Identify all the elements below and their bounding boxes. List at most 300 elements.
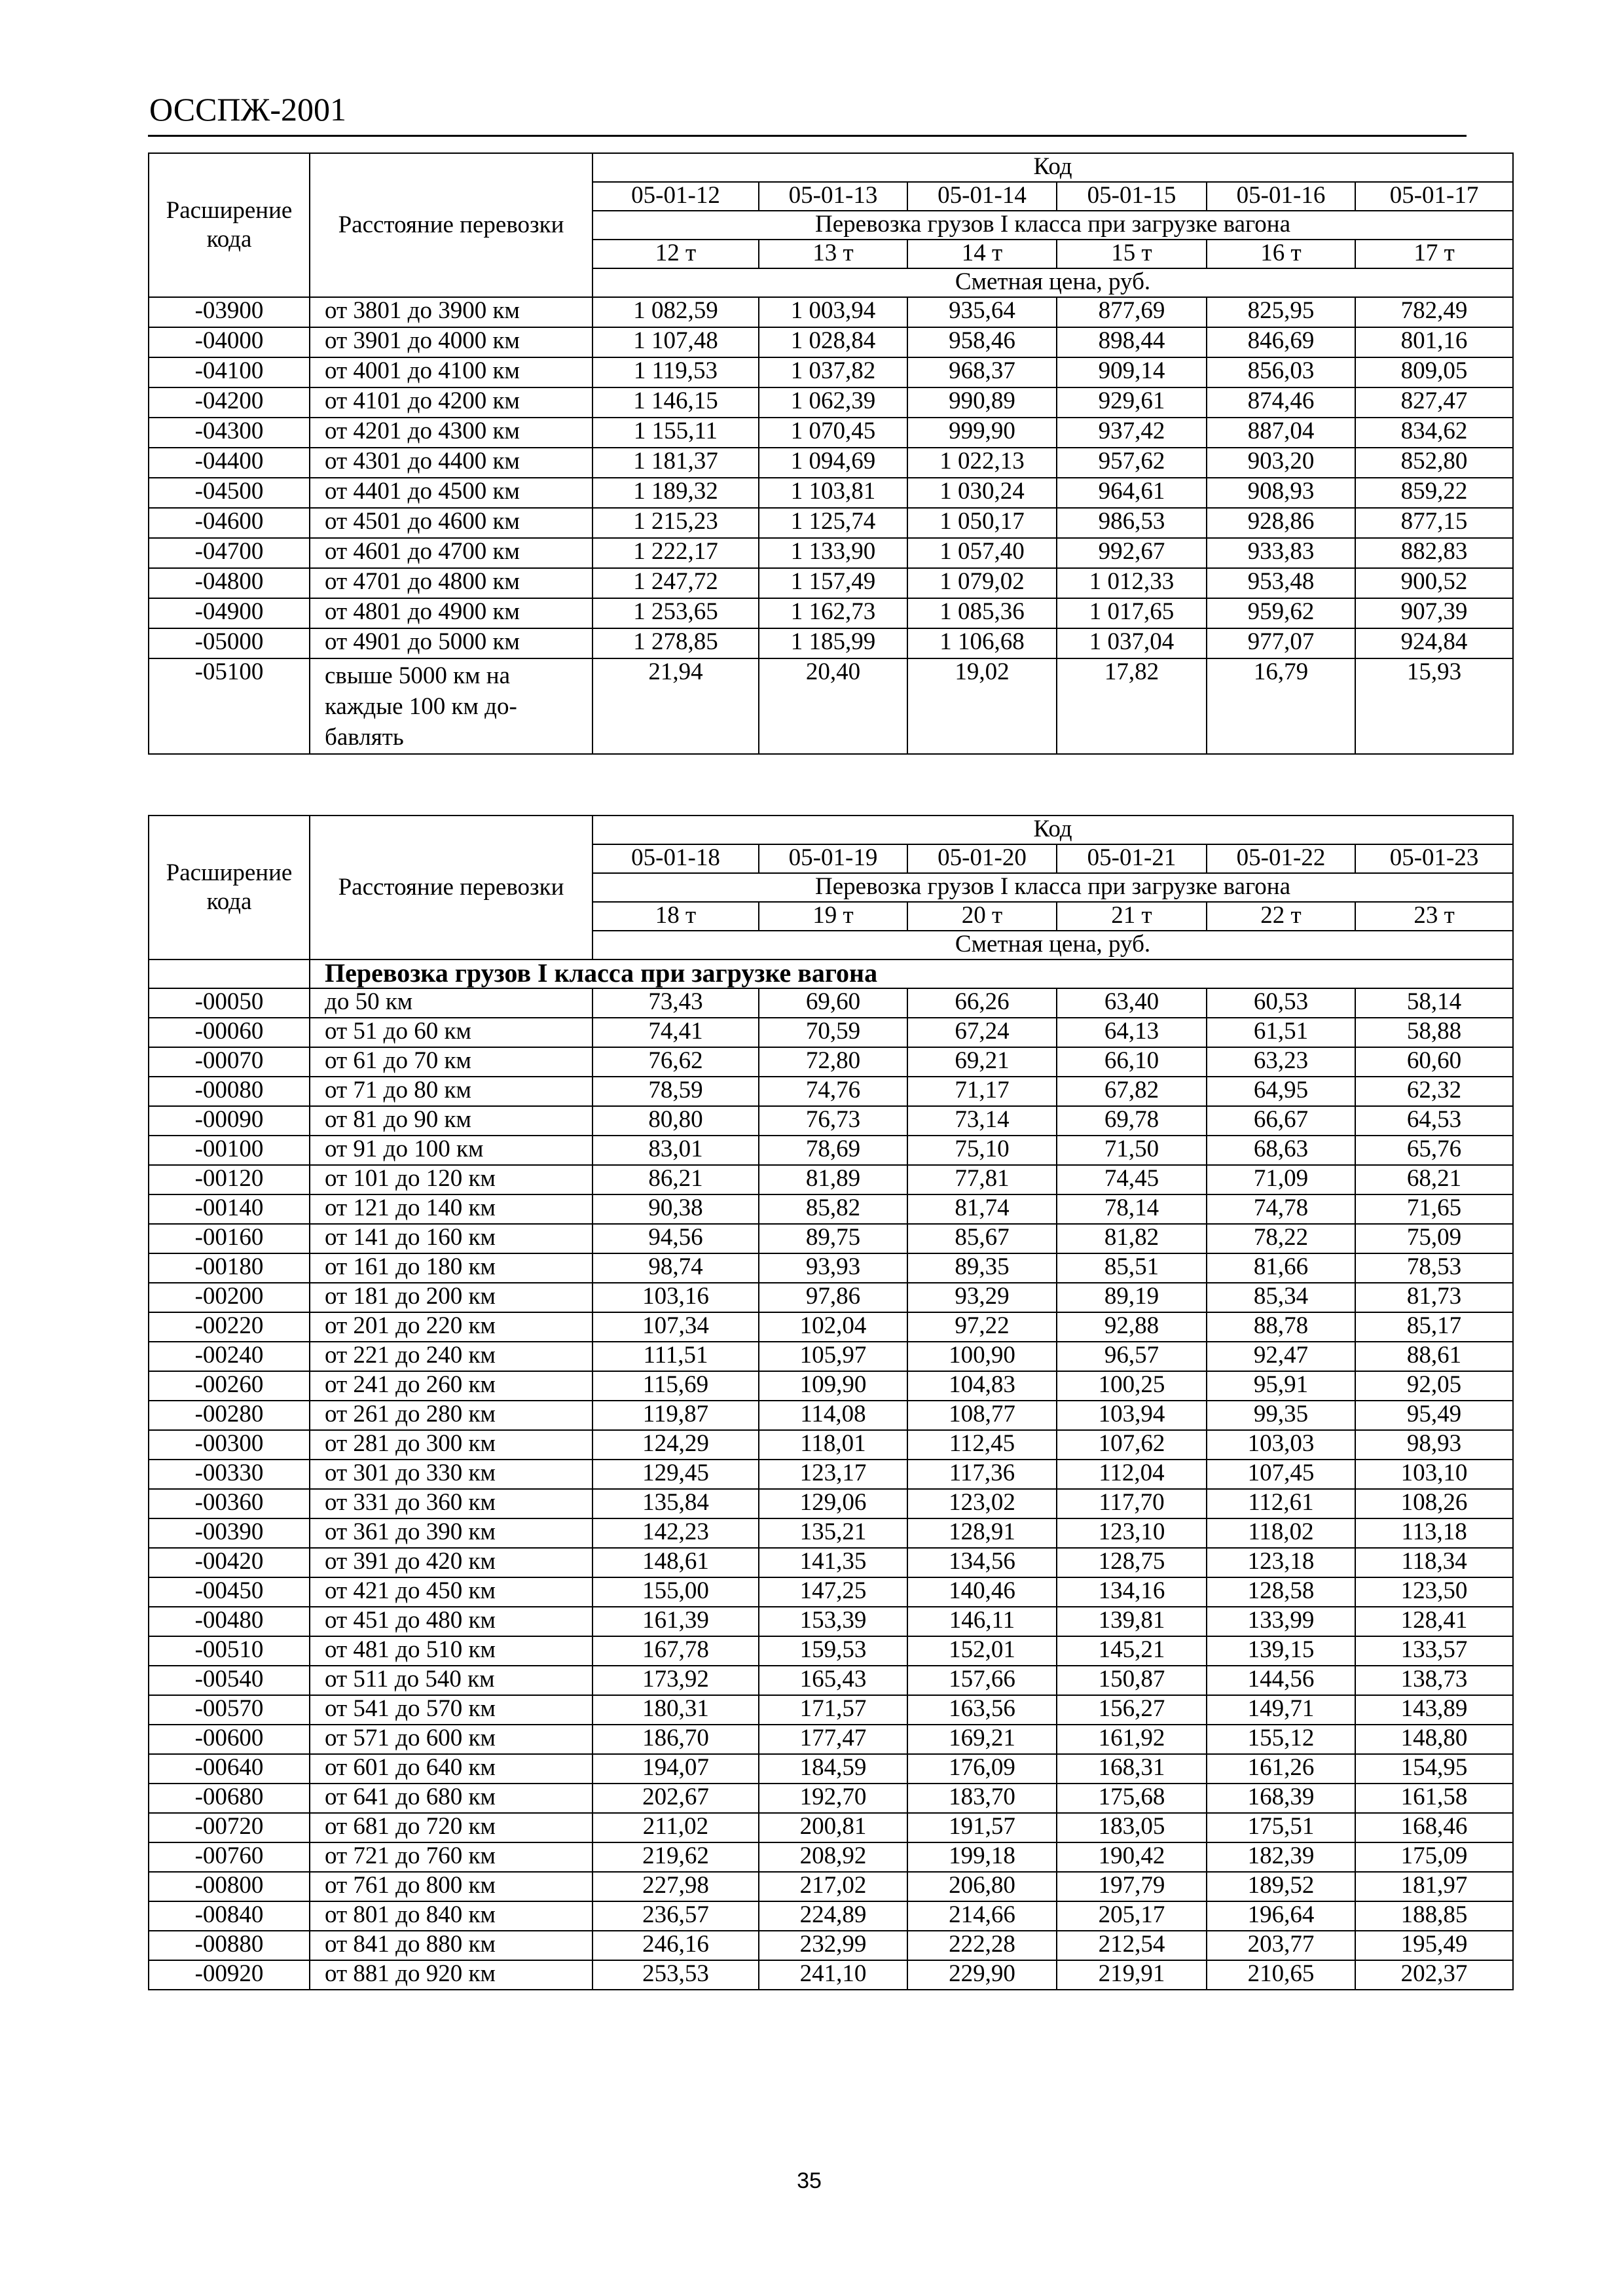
load-cell: 20 т <box>907 902 1057 931</box>
price-cell: 196,64 <box>1207 1901 1355 1931</box>
price-cell: 168,39 <box>1207 1784 1355 1813</box>
price-cell: 929,61 <box>1057 387 1207 418</box>
price-cell: 92,05 <box>1355 1371 1513 1401</box>
table-row <box>149 1047 1513 1077</box>
price-cell: 65,76 <box>1355 1136 1513 1165</box>
distance-cell: от 4701 до 4800 км <box>310 568 593 598</box>
price-cell: 96,57 <box>1057 1342 1207 1371</box>
price-cell: 112,61 <box>1207 1489 1355 1518</box>
code-ext-cell: -00330 <box>149 1460 310 1489</box>
price-cell: 1 030,24 <box>907 478 1057 508</box>
load-cell: 12 т <box>593 240 759 268</box>
price-cell: 181,97 <box>1355 1872 1513 1901</box>
price-cell: 168,46 <box>1355 1813 1513 1842</box>
distance-cell: от 641 до 680 км <box>310 1784 593 1813</box>
price-cell: 66,67 <box>1207 1106 1355 1136</box>
price-cell: 957,62 <box>1057 448 1207 478</box>
price-cell: 129,06 <box>759 1489 907 1518</box>
price-cell: 877,69 <box>1057 297 1207 327</box>
table-row <box>149 1872 1513 1901</box>
code-ext-cell: -04500 <box>149 478 310 508</box>
price-cell: 212,54 <box>1057 1931 1207 1960</box>
price-cell: 191,57 <box>907 1813 1057 1842</box>
price-cell: 83,01 <box>593 1136 759 1165</box>
price-cell: 70,59 <box>759 1018 907 1047</box>
code-ext-cell: -00090 <box>149 1106 310 1136</box>
price-cell: 1 057,40 <box>907 538 1057 568</box>
price-cell: 898,44 <box>1057 327 1207 357</box>
price-cell: 71,65 <box>1355 1194 1513 1224</box>
distance-cell: от 571 до 600 км <box>310 1725 593 1754</box>
price-cell: 1 022,13 <box>907 448 1057 478</box>
distance-cell: от 3801 до 3900 км <box>310 297 593 327</box>
price-cell: 809,05 <box>1355 357 1513 387</box>
table-row <box>149 1106 1513 1136</box>
price-cell: 63,40 <box>1057 988 1207 1018</box>
price-cell: 1 125,74 <box>759 508 907 538</box>
price-cell: 184,59 <box>759 1754 907 1784</box>
price-cell: 103,10 <box>1355 1460 1513 1489</box>
price-cell: 1 162,73 <box>759 598 907 628</box>
price-cell: 210,65 <box>1207 1960 1355 1990</box>
code-ext-cell: -00070 <box>149 1047 310 1077</box>
code-cell: 05-01-18 <box>593 844 759 873</box>
price-cell: 959,62 <box>1207 598 1355 628</box>
price-cell: 78,14 <box>1057 1194 1207 1224</box>
code-ext-cell: -04800 <box>149 568 310 598</box>
price-cell: 88,78 <box>1207 1312 1355 1342</box>
distance-cell: от 4501 до 4600 км <box>310 508 593 538</box>
table-row <box>149 1312 1513 1342</box>
price-cell: 236,57 <box>593 1901 759 1931</box>
price-cell: 129,45 <box>593 1460 759 1489</box>
price-cell: 1 003,94 <box>759 297 907 327</box>
price-cell: 69,21 <box>907 1047 1057 1077</box>
code-cell: 05-01-17 <box>1355 182 1513 211</box>
code-ext-cell: -00280 <box>149 1401 310 1430</box>
table-row <box>149 1224 1513 1253</box>
price-cell: 68,21 <box>1355 1165 1513 1194</box>
table-row <box>149 1548 1513 1577</box>
code-ext-cell: -04300 <box>149 418 310 448</box>
price-cell: 206,80 <box>907 1872 1057 1901</box>
price-cell: 148,61 <box>593 1548 759 1577</box>
price-cell: 97,86 <box>759 1283 907 1312</box>
price-cell: 1 119,53 <box>593 357 759 387</box>
price-cell: 107,45 <box>1207 1460 1355 1489</box>
code-ext-cell: -00570 <box>149 1695 310 1725</box>
code-ext-cell: -00060 <box>149 1018 310 1047</box>
price-cell: 111,51 <box>593 1342 759 1371</box>
price-cell: 71,17 <box>907 1077 1057 1106</box>
distance-cell: от 801 до 840 км <box>310 1901 593 1931</box>
code-ext-cell: -00100 <box>149 1136 310 1165</box>
price-cell: 175,68 <box>1057 1784 1207 1813</box>
price-cell: 1 017,65 <box>1057 598 1207 628</box>
distance-cell: от 161 до 180 км <box>310 1253 593 1283</box>
table-row <box>149 568 1513 598</box>
price-cell: 71,09 <box>1207 1165 1355 1194</box>
price-cell: 117,70 <box>1057 1489 1207 1518</box>
price-cell: 74,45 <box>1057 1165 1207 1194</box>
code-cell: 05-01-12 <box>593 182 759 211</box>
price-cell: 139,15 <box>1207 1636 1355 1666</box>
code-ext-cell: -04000 <box>149 327 310 357</box>
table-row <box>149 1401 1513 1430</box>
load-cell: 17 т <box>1355 240 1513 268</box>
price-cell: 909,14 <box>1057 357 1207 387</box>
price-cell: 85,34 <box>1207 1283 1355 1312</box>
price-cell: 856,03 <box>1207 357 1355 387</box>
price-cell: 1 094,69 <box>759 448 907 478</box>
price-cell: 1 037,82 <box>759 357 907 387</box>
price-cell: 67,24 <box>907 1018 1057 1047</box>
price-cell: 224,89 <box>759 1901 907 1931</box>
code-cell: 05-01-20 <box>907 844 1057 873</box>
price-cell: 73,14 <box>907 1106 1057 1136</box>
section-spacer-cell <box>149 960 310 988</box>
price-cell: 20,40 <box>759 658 907 754</box>
price-cell: 98,74 <box>593 1253 759 1283</box>
price-cell: 98,93 <box>1355 1430 1513 1460</box>
load-cell: 21 т <box>1057 902 1207 931</box>
price-cell: 75,10 <box>907 1136 1057 1165</box>
price-cell: 123,17 <box>759 1460 907 1489</box>
price-cell: 165,43 <box>759 1666 907 1695</box>
price-cell: 112,04 <box>1057 1460 1207 1489</box>
distance-cell: от 181 до 200 км <box>310 1283 593 1312</box>
distance-cell: от 361 до 390 км <box>310 1518 593 1548</box>
price-cell: 117,36 <box>907 1460 1057 1489</box>
cargo-header: Перевозка грузов I класса при загрузке вагона <box>593 211 1513 240</box>
price-cell: 74,41 <box>593 1018 759 1047</box>
price-cell: 163,56 <box>907 1695 1057 1725</box>
price-cell: 85,17 <box>1355 1312 1513 1342</box>
price-cell: 74,76 <box>759 1077 907 1106</box>
price-cell: 167,78 <box>593 1636 759 1666</box>
price-cell: 176,09 <box>907 1754 1057 1784</box>
distance-cell: от 391 до 420 км <box>310 1548 593 1577</box>
price-cell: 1 050,17 <box>907 508 1057 538</box>
price-cell: 825,95 <box>1207 297 1355 327</box>
price-cell: 834,62 <box>1355 418 1513 448</box>
distance-cell: свыше 5000 км на каждые 100 км до-бавлять <box>310 658 593 754</box>
price-cell: 118,02 <box>1207 1518 1355 1548</box>
price-cell: 64,53 <box>1355 1106 1513 1136</box>
price-cell: 219,91 <box>1057 1960 1207 1990</box>
price-cell: 801,16 <box>1355 327 1513 357</box>
price-cell: 195,49 <box>1355 1931 1513 1960</box>
distance-cell: от 91 до 100 км <box>310 1136 593 1165</box>
price-cell: 134,16 <box>1057 1577 1207 1607</box>
price-cell: 81,89 <box>759 1165 907 1194</box>
price-cell: 222,28 <box>907 1931 1057 1960</box>
distance-cell: от 4101 до 4200 км <box>310 387 593 418</box>
price-cell: 108,77 <box>907 1401 1057 1430</box>
price-cell: 97,22 <box>907 1312 1057 1342</box>
price-cell: 135,84 <box>593 1489 759 1518</box>
cargo-header: Перевозка грузов I класса при загрузке вагона <box>593 873 1513 902</box>
page-header: ОССПЖ-2001 <box>149 91 346 128</box>
price-cell: 157,66 <box>907 1666 1057 1695</box>
price-cell: 81,82 <box>1057 1224 1207 1253</box>
code-ext-cell: -00920 <box>149 1960 310 1990</box>
distance-cell: от 61 до 70 км <box>310 1047 593 1077</box>
table-row <box>149 988 1513 1018</box>
price-cell: 119,87 <box>593 1401 759 1430</box>
code-cell: 05-01-16 <box>1207 182 1355 211</box>
code-ext-cell: -05000 <box>149 628 310 658</box>
price-cell: 64,95 <box>1207 1077 1355 1106</box>
price-cell: 74,78 <box>1207 1194 1355 1224</box>
distance-cell: от 301 до 330 км <box>310 1460 593 1489</box>
table-row <box>149 1018 1513 1047</box>
code-cell: 05-01-23 <box>1355 844 1513 873</box>
table-row <box>149 658 1513 754</box>
price-cell: 161,92 <box>1057 1725 1207 1754</box>
table-row <box>149 628 1513 658</box>
price-cell: 78,22 <box>1207 1224 1355 1253</box>
section-title: Перевозка грузов I класса при загрузке вагона <box>310 960 1513 988</box>
code-ext-cell: -05100 <box>149 658 310 754</box>
distance-cell: от 541 до 570 км <box>310 1695 593 1725</box>
price-cell: 100,90 <box>907 1342 1057 1371</box>
table-row <box>149 418 1513 448</box>
price-cell: 933,83 <box>1207 538 1355 568</box>
load-cell: 15 т <box>1057 240 1207 268</box>
price-cell: 1 222,17 <box>593 538 759 568</box>
distance-cell: от 261 до 280 км <box>310 1401 593 1430</box>
price-cell: 217,02 <box>759 1872 907 1901</box>
price-cell: 1 037,04 <box>1057 628 1207 658</box>
code-ext-cell: -00680 <box>149 1784 310 1813</box>
price-cell: 105,97 <box>759 1342 907 1371</box>
price-cell: 227,98 <box>593 1872 759 1901</box>
price-cell: 128,91 <box>907 1518 1057 1548</box>
table-row <box>149 1371 1513 1401</box>
table-row <box>149 448 1513 478</box>
table-row <box>149 327 1513 357</box>
price-cell: 1 079,02 <box>907 568 1057 598</box>
distance-cell: от 421 до 450 км <box>310 1577 593 1607</box>
price-cell: 76,73 <box>759 1106 907 1136</box>
price-cell: 202,37 <box>1355 1960 1513 1990</box>
price-cell: 1 215,23 <box>593 508 759 538</box>
price-cell: 1 028,84 <box>759 327 907 357</box>
price-header: Сметная цена, руб. <box>593 931 1513 960</box>
price-cell: 100,25 <box>1057 1371 1207 1401</box>
price-cell: 66,10 <box>1057 1047 1207 1077</box>
price-cell: 88,61 <box>1355 1342 1513 1371</box>
code-ext-cell: -00600 <box>149 1725 310 1754</box>
code-ext-cell: -04700 <box>149 538 310 568</box>
table-row <box>149 1725 1513 1754</box>
table-row <box>149 1813 1513 1842</box>
table-row <box>149 1754 1513 1784</box>
price-cell: 139,81 <box>1057 1607 1207 1636</box>
code-ext-cell: -00800 <box>149 1872 310 1901</box>
price-cell: 1 106,68 <box>907 628 1057 658</box>
price-header: Сметная цена, руб. <box>593 268 1513 297</box>
price-cell: 877,15 <box>1355 508 1513 538</box>
price-cell: 186,70 <box>593 1725 759 1754</box>
table-row <box>149 598 1513 628</box>
distance-cell: от 451 до 480 км <box>310 1607 593 1636</box>
price-cell: 155,00 <box>593 1577 759 1607</box>
price-cell: 189,52 <box>1207 1872 1355 1901</box>
distance-cell: от 4201 до 4300 км <box>310 418 593 448</box>
price-cell: 114,08 <box>759 1401 907 1430</box>
price-cell: 194,07 <box>593 1754 759 1784</box>
table-row <box>149 1342 1513 1371</box>
code-ext-cell: -00480 <box>149 1607 310 1636</box>
price-cell: 1 070,45 <box>759 418 907 448</box>
distance-cell: от 3901 до 4000 км <box>310 327 593 357</box>
load-cell: 14 т <box>907 240 1057 268</box>
price-cell: 214,66 <box>907 1901 1057 1931</box>
distance-cell: от 201 до 220 км <box>310 1312 593 1342</box>
price-cell: 104,83 <box>907 1371 1057 1401</box>
price-cell: 147,25 <box>759 1577 907 1607</box>
price-cell: 68,63 <box>1207 1136 1355 1165</box>
price-cell: 90,38 <box>593 1194 759 1224</box>
table-row <box>149 387 1513 418</box>
code-ext-cell: -00640 <box>149 1754 310 1784</box>
price-cell: 103,16 <box>593 1283 759 1312</box>
ext-code-header: Расширение кода <box>149 153 310 297</box>
code-ext-cell: -00390 <box>149 1518 310 1548</box>
price-cell: 887,04 <box>1207 418 1355 448</box>
price-cell: 180,31 <box>593 1695 759 1725</box>
header-rule <box>148 135 1467 137</box>
distance-cell: от 721 до 760 км <box>310 1842 593 1872</box>
table-row <box>149 1194 1513 1224</box>
price-cell: 123,18 <box>1207 1548 1355 1577</box>
price-cell: 67,82 <box>1057 1077 1207 1106</box>
distance-cell: от 4001 до 4100 км <box>310 357 593 387</box>
price-cell: 61,51 <box>1207 1018 1355 1047</box>
price-cell: 852,80 <box>1355 448 1513 478</box>
price-cell: 112,45 <box>907 1430 1057 1460</box>
price-cell: 128,41 <box>1355 1607 1513 1636</box>
price-cell: 138,73 <box>1355 1666 1513 1695</box>
load-cell: 23 т <box>1355 902 1513 931</box>
code-ext-cell: -04200 <box>149 387 310 418</box>
distance-cell: от 141 до 160 км <box>310 1224 593 1253</box>
table-row <box>149 1283 1513 1312</box>
price-cell: 182,39 <box>1207 1842 1355 1872</box>
price-cell: 113,18 <box>1355 1518 1513 1548</box>
table-row <box>149 357 1513 387</box>
price-cell: 175,09 <box>1355 1842 1513 1872</box>
price-cell: 102,04 <box>759 1312 907 1342</box>
distance-cell: от 101 до 120 км <box>310 1165 593 1194</box>
price-cell: 140,46 <box>907 1577 1057 1607</box>
price-cell: 118,01 <box>759 1430 907 1460</box>
price-cell: 62,32 <box>1355 1077 1513 1106</box>
price-cell: 85,82 <box>759 1194 907 1224</box>
price-cell: 66,26 <box>907 988 1057 1018</box>
distance-cell: от 121 до 140 км <box>310 1194 593 1224</box>
table-row <box>149 1136 1513 1165</box>
price-cell: 232,99 <box>759 1931 907 1960</box>
price-cell: 200,81 <box>759 1813 907 1842</box>
price-cell: 118,34 <box>1355 1548 1513 1577</box>
table-row <box>149 1077 1513 1106</box>
code-ext-cell: -00120 <box>149 1165 310 1194</box>
price-cell: 58,14 <box>1355 988 1513 1018</box>
distance-cell: от 281 до 300 км <box>310 1430 593 1460</box>
price-cell: 1 181,37 <box>593 448 759 478</box>
code-ext-cell: -04600 <box>149 508 310 538</box>
code-ext-cell: -04100 <box>149 357 310 387</box>
page-number: 35 <box>797 2168 822 2193</box>
distance-cell: от 4601 до 4700 км <box>310 538 593 568</box>
code-ext-cell: -00050 <box>149 988 310 1018</box>
code-ext-cell: -00220 <box>149 1312 310 1342</box>
price-cell: 95,49 <box>1355 1401 1513 1430</box>
price-cell: 15,93 <box>1355 658 1513 754</box>
price-cell: 159,53 <box>759 1636 907 1666</box>
price-cell: 188,85 <box>1355 1901 1513 1931</box>
price-cell: 69,60 <box>759 988 907 1018</box>
table-row <box>149 1695 1513 1725</box>
distance-cell: от 4301 до 4400 км <box>310 448 593 478</box>
price-cell: 1 107,48 <box>593 327 759 357</box>
code-ext-cell: -00080 <box>149 1077 310 1106</box>
price-cell: 109,90 <box>759 1371 907 1401</box>
price-cell: 92,88 <box>1057 1312 1207 1342</box>
distance-cell: от 681 до 720 км <box>310 1813 593 1842</box>
distance-cell: от 881 до 920 км <box>310 1960 593 1990</box>
distance-header: Расстояние перевозки <box>310 816 593 960</box>
code-header: Код <box>593 816 1513 844</box>
table-row <box>149 1518 1513 1548</box>
price-cell: 192,70 <box>759 1784 907 1813</box>
load-cell: 18 т <box>593 902 759 931</box>
code-ext-cell: -04900 <box>149 598 310 628</box>
price-cell: 205,17 <box>1057 1901 1207 1931</box>
price-cell: 253,53 <box>593 1960 759 1990</box>
price-cell: 1 189,32 <box>593 478 759 508</box>
price-cell: 937,42 <box>1057 418 1207 448</box>
price-cell: 199,18 <box>907 1842 1057 1872</box>
code-ext-cell: -00360 <box>149 1489 310 1518</box>
price-cell: 900,52 <box>1355 568 1513 598</box>
price-cell: 93,93 <box>759 1253 907 1283</box>
distance-header: Расстояние перевозки <box>310 153 593 297</box>
table-row <box>149 508 1513 538</box>
distance-cell: от 4901 до 5000 км <box>310 628 593 658</box>
price-cell: 75,09 <box>1355 1224 1513 1253</box>
distance-cell: от 51 до 60 км <box>310 1018 593 1047</box>
price-cell: 80,80 <box>593 1106 759 1136</box>
ext-code-header: Расширение кода <box>149 816 310 960</box>
price-cell: 977,07 <box>1207 628 1355 658</box>
price-cell: 241,10 <box>759 1960 907 1990</box>
price-cell: 1 133,90 <box>759 538 907 568</box>
distance-cell: от 601 до 640 км <box>310 1754 593 1784</box>
price-cell: 1 185,99 <box>759 628 907 658</box>
code-cell: 05-01-19 <box>759 844 907 873</box>
price-table-2 <box>148 815 1514 1990</box>
price-cell: 827,47 <box>1355 387 1513 418</box>
code-ext-cell: -00880 <box>149 1931 310 1960</box>
price-cell: 17,82 <box>1057 658 1207 754</box>
price-cell: 202,67 <box>593 1784 759 1813</box>
price-cell: 999,90 <box>907 418 1057 448</box>
price-cell: 103,94 <box>1057 1401 1207 1430</box>
